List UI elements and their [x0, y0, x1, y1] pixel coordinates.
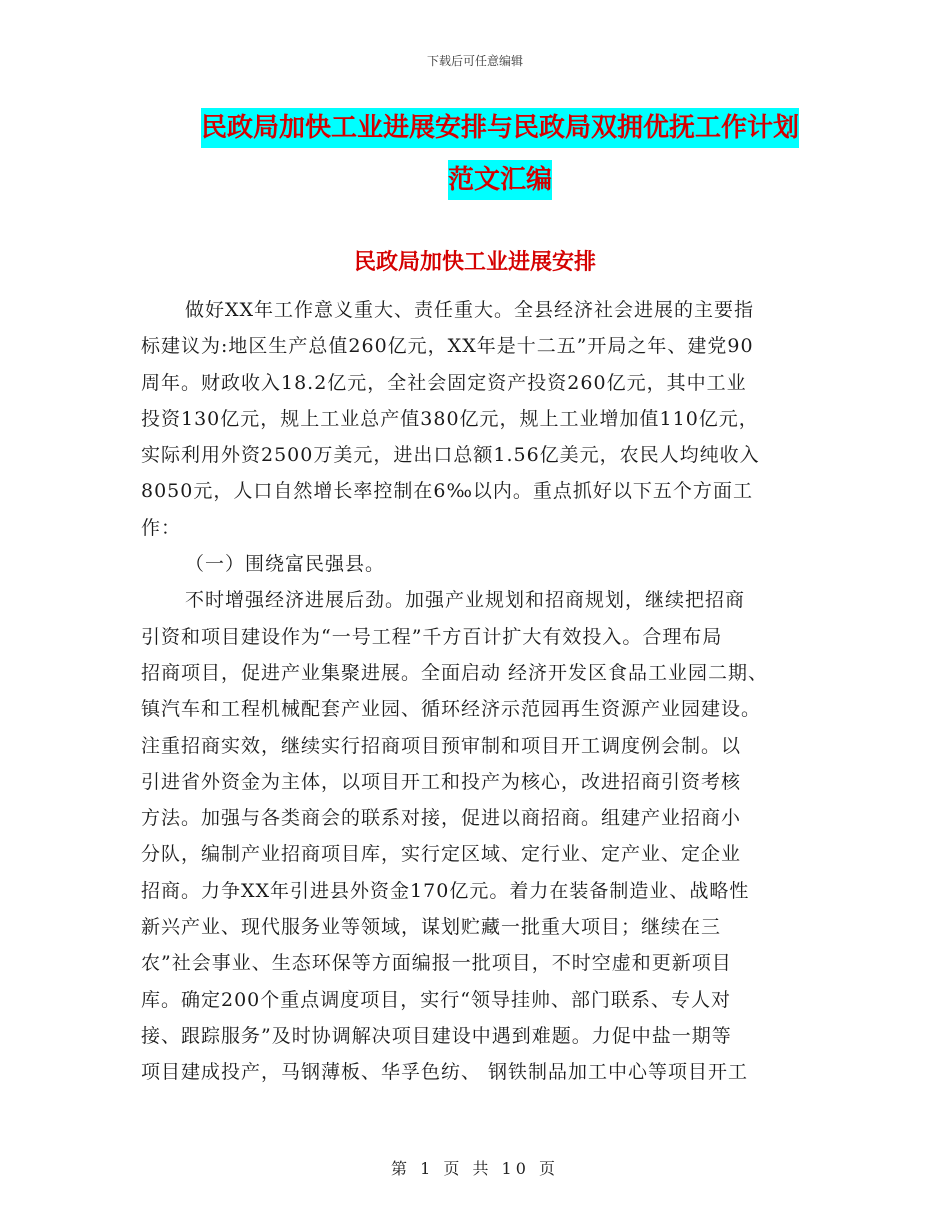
body-line: 招商。力争XX年引进县外资金170亿元。着力在装备制造业、战略性: [141, 879, 750, 902]
body-line: 做好XX年工作意义重大、责任重大。全县经济社会进展的主要指: [185, 299, 755, 321]
body-line: 库。确定200个重点调度项目，实行“领导挂帅、部门联系、专人对: [141, 988, 731, 1011]
body-line: 标建议为:地区生产总值260亿元，XX年是十二五”开局之年、建党90: [141, 335, 754, 358]
body-line: 招商项目，促进产业集聚进展。全面启动 经济开发区食品工业园二期、: [141, 661, 769, 684]
title-line-2: 范文汇编: [448, 160, 552, 200]
body-line: 投资130亿元，规上工业总产值380亿元，规上工业增加值110亿元，: [141, 407, 759, 430]
body-line: 项目建成投产，马钢薄板、华孚色纺、 钢铁制品加工中心等项目开工: [141, 1061, 749, 1084]
section-heading: 民政局加快工业进展安排: [353, 250, 596, 275]
body-line: 周年。财政收入18.2亿元，全社会固定资产投资260亿元，其中工业: [141, 371, 747, 394]
title-line-1: 民政局加快工业进展安排与民政局双拥优抚工作计划: [201, 108, 799, 148]
body-line: 8050元，人口自然增长率控制在6‰以内。重点抓好以下五个方面工: [141, 480, 753, 503]
body-line: 引资和项目建设作为“一号工程”千方百计扩大有效投入。合理布局: [141, 625, 723, 648]
body-line: 农”社会事业、生态环保等方面编报一批项目，不时空虚和更新项目: [141, 952, 732, 975]
body-line: 方法。加强与各类商会的联系对接，促进以商招商。组建产业招商小: [141, 807, 742, 830]
body-line: 接、跟踪服务”及时协调解决项目建设中遇到难题。力促中盐一期等: [141, 1024, 732, 1047]
body-line: 新兴产业、现代服务业等领域，谋划贮藏一批重大项目；继续在三: [141, 916, 722, 939]
body-line: 注重招商实效，继续实行招商项目预审制和项目开工调度例会制。以: [141, 734, 742, 757]
page-footer: 第 1 页 共 10 页: [391, 1159, 559, 1178]
document-title: [140, 108, 860, 212]
section-subheading: （一）围绕富民强县。: [185, 553, 386, 576]
body-line: 实际利用外资2500万美元，进出口总额1.56亿美元，农民人均纯收入: [141, 444, 760, 467]
document-body: [141, 292, 819, 1091]
body-line: 作：: [141, 516, 182, 539]
body-line: 分队，编制产业招商项目库，实行定区域、定行业、定产业、定企业: [141, 843, 742, 866]
body-line: 不时增强经济进展后劲。加强产业规划和招商规划，继续把招商: [185, 589, 746, 612]
body-line: 镇汽车和工程机械配套产业园、循环经济示范园再生资源产业园建设。: [141, 698, 762, 721]
body-line: 引进省外资金为主体，以项目开工和投产为核心，改进招商引资考核: [141, 770, 742, 793]
page-header-note: 下载后可任意编辑: [426, 54, 523, 68]
